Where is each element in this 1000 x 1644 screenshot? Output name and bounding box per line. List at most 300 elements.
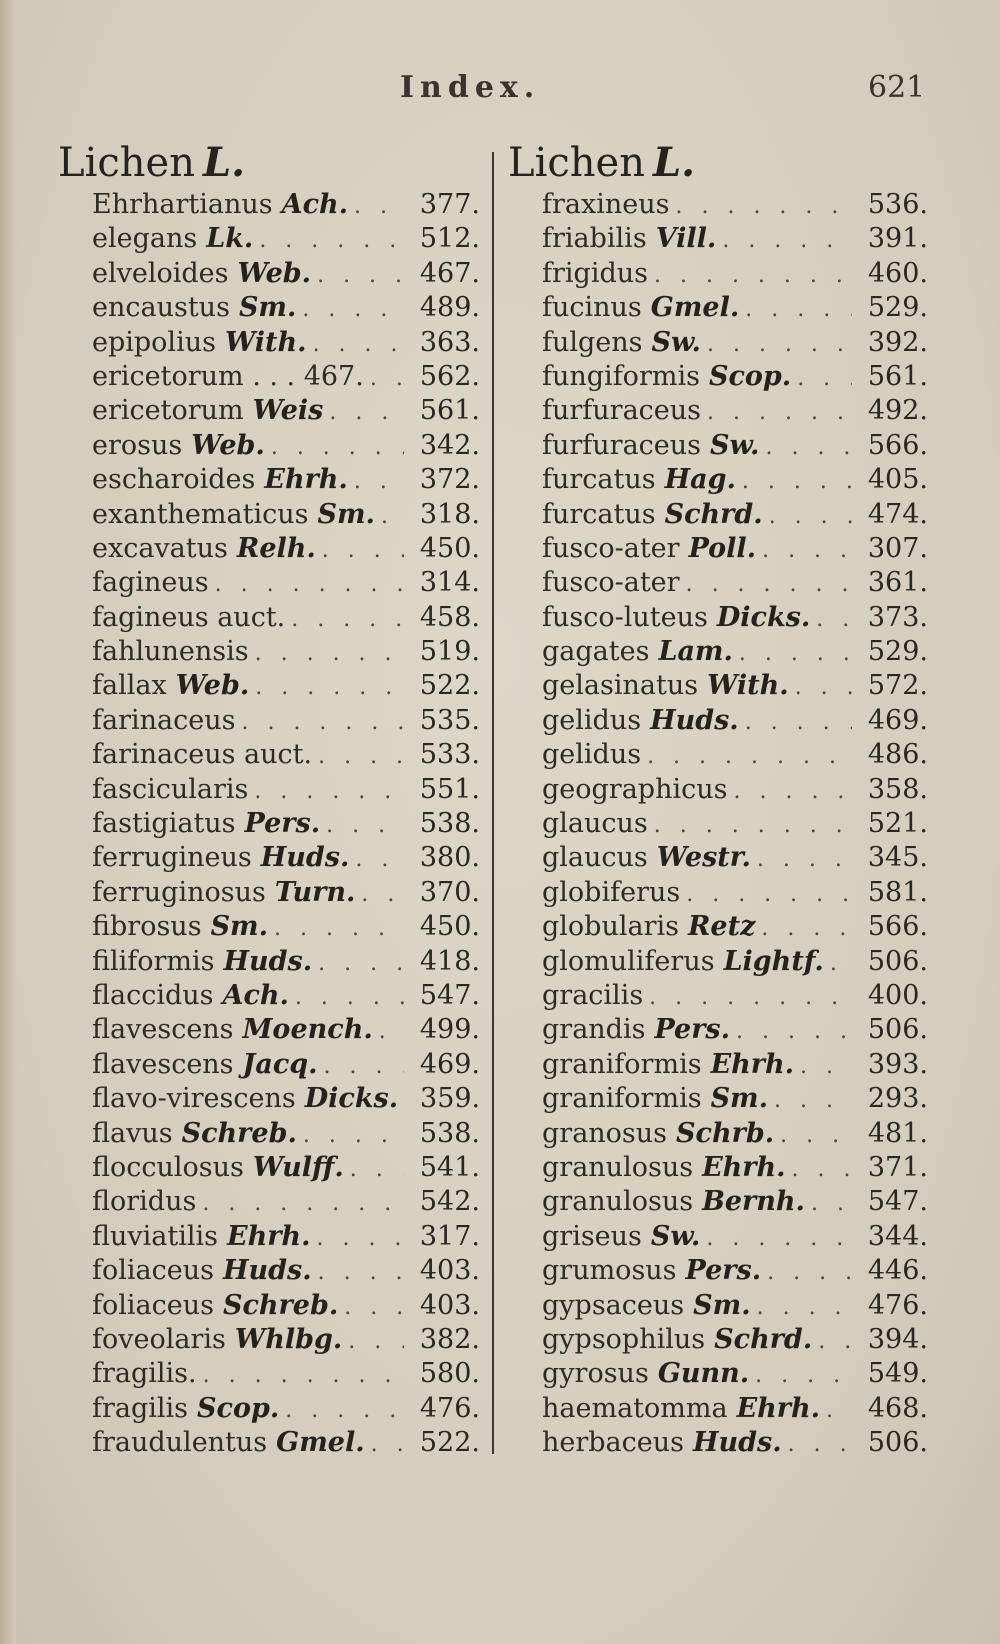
page-reference: 363. [419, 326, 480, 358]
index-entry [508, 635, 928, 669]
author-abbreviation: Pers. [244, 808, 321, 840]
species-epithet: fagineus [92, 567, 209, 599]
dot-leader [316, 1222, 404, 1256]
dot-leader [371, 1428, 404, 1462]
index-entry [508, 188, 928, 222]
index-entry [58, 1357, 480, 1391]
author-abbreviation: Web. [175, 670, 250, 702]
index-entry [508, 1323, 928, 1357]
index-entry [58, 1117, 480, 1151]
page-reference: 506. [867, 1427, 928, 1459]
page-reference: 371. [867, 1151, 928, 1183]
author-abbreviation: Gmel. [650, 292, 740, 324]
species-epithet: fluviatilis [92, 1220, 218, 1252]
page-reference: 562. [419, 360, 480, 392]
page-reference: 538. [419, 808, 480, 840]
species-epithet: erosus [92, 429, 183, 461]
index-entry [508, 566, 928, 600]
species-epithet: fibrosus [92, 911, 202, 943]
species-epithet: encaustus [92, 292, 230, 324]
author-abbreviation: Huds. [693, 1427, 782, 1459]
page-reference: 318. [419, 498, 480, 530]
dot-leader [654, 809, 852, 843]
index-column-left [58, 140, 480, 1460]
index-entry [58, 291, 480, 325]
dot-leader [329, 396, 404, 430]
page-reference: 474. [867, 498, 928, 530]
author-abbreviation: Wulff. [252, 1151, 344, 1183]
index-entry [58, 807, 480, 841]
author-abbreviation: Huds. [260, 842, 350, 874]
page-reference: 450. [419, 532, 480, 564]
index-entry [508, 360, 928, 394]
page-reference: 547. [419, 979, 480, 1011]
page-edge [0, 0, 16, 1644]
dot-leader [757, 843, 852, 877]
species-epithet: farinaceus [92, 704, 236, 736]
species-epithet: epipolius [92, 326, 216, 358]
dot-leader [757, 1291, 852, 1325]
dot-leader [202, 1187, 404, 1221]
index-entry [508, 1220, 928, 1254]
page-reference: 400. [867, 979, 928, 1011]
dot-leader [215, 568, 404, 602]
index-entry [58, 1426, 480, 1460]
index-entry [58, 635, 480, 669]
species-epithet: grumosus [542, 1255, 677, 1287]
author-abbreviation: Sw. [650, 1220, 701, 1252]
page-reference: 481. [867, 1117, 928, 1149]
index-entry [508, 1151, 928, 1185]
dot-leader [774, 1084, 852, 1118]
page-reference: 506. [867, 945, 928, 977]
species-epithet: filiformis [92, 945, 215, 977]
index-entry [58, 1289, 480, 1323]
species-epithet: graniformis [542, 1083, 702, 1115]
species-epithet: fallax [92, 670, 167, 702]
index-entry [508, 498, 928, 532]
index-entry [58, 669, 480, 703]
index-entry [508, 532, 928, 566]
index-entry [58, 601, 480, 635]
page-reference: 344. [867, 1220, 928, 1252]
page-reference: 317. [419, 1220, 480, 1252]
species-epithet: globiferus [542, 876, 681, 908]
author-abbreviation: With. [224, 326, 307, 358]
author-abbreviation: Weis [252, 395, 324, 427]
index-entry [508, 738, 928, 772]
index-entry [508, 257, 928, 291]
index-entry [58, 1048, 480, 1082]
species-epithet: fulgens [542, 326, 643, 358]
dot-leader [379, 1015, 404, 1049]
page-reference: 380. [419, 842, 480, 874]
page-reference: 307. [867, 532, 928, 564]
genus-name: Lichen [58, 140, 195, 186]
author-abbreviation: Ach. [281, 189, 349, 220]
author-abbreviation: Pers. [685, 1255, 762, 1287]
author-abbreviation: Huds. [223, 945, 313, 977]
dot-leader [344, 1291, 404, 1325]
dot-leader [354, 465, 404, 499]
dot-leader [647, 740, 852, 774]
index-entry [58, 979, 480, 1013]
dot-leader [792, 1153, 852, 1187]
dot-leader [350, 1153, 404, 1187]
author-abbreviation: Ach. [222, 979, 289, 1011]
page-reference: 450. [419, 911, 480, 943]
page-reference: 489. [419, 292, 480, 324]
species-epithet: fusco-luteus [542, 601, 708, 633]
dot-leader [255, 671, 404, 705]
page-reference: 581. [867, 876, 928, 908]
author-abbreviation: Scop. [197, 1392, 280, 1424]
dot-leader [769, 500, 852, 534]
species-epithet: griseus [542, 1220, 642, 1252]
species-epithet: elegans [92, 223, 198, 255]
species-epithet: grandis [542, 1014, 646, 1046]
dot-leader [318, 740, 404, 774]
species-epithet: gelidus [542, 704, 642, 736]
page-reference: 492. [867, 395, 928, 427]
dot-leader [317, 259, 404, 293]
species-epithet: foliaceus [92, 1255, 214, 1287]
page-reference: 403. [419, 1255, 480, 1287]
author-abbreviation: Sm. [693, 1289, 751, 1321]
page-reference: 372. [419, 464, 480, 496]
dot-leader [255, 637, 404, 671]
author-abbreviation: Ehrh. [227, 1220, 311, 1252]
dot-leader [381, 500, 404, 534]
page-reference: 536. [867, 189, 928, 220]
dot-leader [816, 603, 852, 637]
species-epithet: furfuraceus [542, 395, 702, 427]
dot-leader [686, 878, 852, 912]
species-epithet: gelasinatus [542, 670, 699, 702]
index-entry [58, 257, 480, 291]
entry-list [508, 188, 928, 1460]
species-epithet: ferrugineus [92, 842, 252, 874]
species-epithet: herbaceus [542, 1427, 685, 1459]
author-abbreviation: With. [707, 670, 789, 702]
index-entry [58, 1013, 480, 1047]
dot-leader [739, 637, 852, 671]
species-epithet: flocculosus [92, 1151, 244, 1183]
author-abbreviation: Sw. [710, 429, 760, 461]
author-abbreviation: Web. [191, 429, 265, 461]
author-abbreviation: Relh. [236, 532, 316, 564]
species-epithet: fungiformis [542, 360, 700, 392]
dot-leader [765, 431, 852, 465]
dot-leader [348, 1325, 404, 1359]
species-epithet: gracilis [542, 979, 644, 1011]
dot-leader [733, 775, 852, 809]
species-epithet: foveolaris [92, 1323, 226, 1355]
index-entry [58, 773, 480, 807]
genus-authority: L. [202, 139, 246, 186]
dot-leader [370, 362, 404, 396]
species-epithet: farinaceus auct. [92, 739, 313, 771]
species-epithet: foliaceus [92, 1289, 214, 1321]
page-reference: 538. [419, 1117, 480, 1149]
index-entry [58, 394, 480, 428]
author-abbreviation: Sm. [710, 1083, 769, 1115]
index-entry [58, 945, 480, 979]
dot-leader [254, 775, 404, 809]
dot-leader [322, 534, 404, 568]
genus-authority: L. [652, 139, 696, 186]
author-abbreviation: Schreb. [222, 1289, 339, 1321]
index-entry [58, 222, 480, 256]
dot-leader [303, 1119, 404, 1153]
page-reference: 566. [867, 911, 928, 943]
dot-leader [762, 534, 852, 568]
page-reference: 535. [419, 704, 480, 736]
author-abbreviation: Lightf. [723, 945, 824, 977]
page-reference: 519. [419, 636, 480, 668]
index-entry [508, 841, 928, 875]
page-reference: 403. [419, 1289, 480, 1321]
species-epithet: flavescens [92, 1048, 234, 1080]
index-entry [58, 566, 480, 600]
index-entry [508, 910, 928, 944]
species-epithet: fusco-ater [542, 532, 680, 564]
page-reference: 542. [419, 1186, 480, 1218]
species-epithet: fragilis [92, 1392, 189, 1424]
dot-leader [324, 1050, 404, 1084]
dot-leader [736, 1015, 852, 1049]
page-number: 621 [868, 70, 926, 105]
page-reference: 361. [867, 567, 928, 599]
species-epithet: frigidus [542, 257, 648, 289]
index-entry [508, 1357, 928, 1391]
author-abbreviation: Huds. [650, 704, 739, 736]
page-reference: 561. [867, 360, 928, 392]
index-entry [508, 1254, 928, 1288]
dot-leader [302, 293, 404, 327]
index-entry [508, 979, 928, 1013]
index-entry [508, 773, 928, 807]
dot-leader [830, 947, 852, 981]
page-reference: 522. [419, 1427, 480, 1459]
index-entry [58, 1220, 480, 1254]
dot-leader [811, 1187, 852, 1221]
species-epithet: glaucus [542, 808, 648, 840]
index-entry [508, 1185, 928, 1219]
author-abbreviation: Turn. [274, 876, 356, 908]
author-abbreviation: Ehrh. [264, 464, 348, 496]
author-abbreviation: Dicks. [304, 1083, 399, 1115]
dot-leader [706, 1222, 852, 1256]
dot-leader [649, 981, 852, 1015]
species-epithet: fagineus auct. [92, 601, 286, 633]
page-reference: 529. [867, 636, 928, 668]
index-entry [58, 463, 480, 497]
page-reference: 499. [419, 1014, 480, 1046]
running-head: Index. [400, 70, 541, 105]
index-entry [58, 360, 480, 394]
index-entry [58, 876, 480, 910]
author-abbreviation: Scop. [708, 360, 792, 392]
species-epithet: furcatus [542, 498, 656, 530]
dot-leader [295, 981, 404, 1015]
column-divider [492, 152, 494, 1454]
dot-leader [686, 568, 852, 602]
species-epithet: furfuraceus [542, 429, 702, 461]
index-entry [58, 1392, 480, 1426]
author-abbreviation: Hag. [664, 464, 736, 496]
page-reference: 533. [419, 739, 480, 771]
dot-leader [742, 465, 852, 499]
index-entry [508, 1392, 928, 1426]
page-reference: 522. [419, 670, 480, 702]
species-epithet: ferruginosus [92, 876, 266, 908]
genus-heading [58, 140, 480, 186]
species-epithet: flavescens [92, 1014, 234, 1046]
author-abbreviation: Huds. [222, 1255, 312, 1287]
dot-leader [203, 1359, 404, 1393]
page-reference: 549. [867, 1358, 928, 1390]
dot-leader [361, 878, 404, 912]
author-abbreviation: Bernh. [702, 1186, 805, 1218]
dot-leader [259, 224, 404, 258]
page-reference: 342. [419, 429, 480, 461]
page-reference: 551. [419, 773, 480, 805]
dot-leader [354, 190, 404, 224]
index-entry [508, 429, 928, 463]
species-epithet: fusco-ater [542, 567, 680, 599]
page-reference: 486. [867, 739, 928, 771]
page-reference: 358. [867, 773, 928, 805]
author-abbreviation: Dicks. [716, 601, 811, 633]
index-entry [508, 1426, 928, 1460]
page-reference: 418. [419, 945, 480, 977]
entry-list [58, 188, 480, 1460]
dot-leader [826, 1394, 852, 1428]
species-epithet: excavatus [92, 532, 228, 564]
page-reference: 547. [867, 1186, 928, 1218]
index-entry [508, 1082, 928, 1116]
species-epithet: gelidus [542, 739, 642, 771]
dot-leader [780, 1119, 852, 1153]
species-epithet: exanthematicus [92, 498, 309, 530]
species-epithet: fahlunensis [92, 636, 249, 668]
page-reference: 512. [419, 223, 480, 255]
page-reference: 521. [867, 808, 928, 840]
index-entry [58, 188, 480, 222]
page-reference: 460. [867, 257, 928, 289]
author-abbreviation: Sm. [238, 292, 297, 324]
dot-leader [271, 431, 404, 465]
species-epithet: escharoides [92, 464, 256, 496]
author-abbreviation: Lam. [658, 636, 733, 668]
species-epithet: fascicularis [92, 773, 249, 805]
species-epithet: ericetorum . . . 467. [92, 360, 364, 392]
author-abbreviation: Poll. [688, 532, 757, 564]
page-reference: 476. [419, 1392, 480, 1424]
author-abbreviation: Schrd. [664, 498, 763, 530]
author-abbreviation: Sw. [651, 326, 701, 358]
page-reference: 370. [419, 876, 480, 908]
index-entry [58, 704, 480, 738]
index-entry [508, 1117, 928, 1151]
species-epithet: flavo-virescens [92, 1083, 296, 1115]
index-entry [58, 429, 480, 463]
author-abbreviation: Schreb. [181, 1117, 297, 1149]
species-epithet: Ehrhartianus [92, 189, 273, 220]
page-reference: 561. [419, 395, 480, 427]
dot-leader [241, 706, 404, 740]
page-reference: 359. [420, 1083, 481, 1115]
page-reference: 458. [419, 601, 480, 633]
page-reference: 293. [867, 1083, 928, 1115]
author-abbreviation: Schrd. [714, 1323, 813, 1355]
dot-leader [788, 1428, 852, 1462]
page-reference: 580. [419, 1358, 480, 1390]
species-epithet: fastigiatus [92, 808, 236, 840]
author-abbreviation: Web. [237, 257, 312, 289]
author-abbreviation: Sm. [210, 911, 269, 943]
dot-leader [355, 843, 404, 877]
dot-leader [707, 396, 852, 430]
species-epithet: elveloides [92, 257, 229, 289]
author-abbreviation: Gunn. [657, 1358, 750, 1390]
page-reference: 541. [419, 1151, 480, 1183]
author-abbreviation: Lk. [206, 223, 254, 255]
index-entry [508, 945, 928, 979]
species-epithet: graniformis [542, 1048, 702, 1080]
author-abbreviation: Sm. [317, 498, 375, 530]
page-reference: 506. [867, 1014, 928, 1046]
index-entry [58, 1254, 480, 1288]
page-reference: 566. [867, 429, 928, 461]
index-entry [508, 669, 928, 703]
author-abbreviation: Retz [687, 911, 756, 943]
dot-leader [326, 809, 404, 843]
page-reference: 382. [419, 1323, 480, 1355]
index-column-right [508, 140, 928, 1460]
author-abbreviation: Gmel. [276, 1427, 365, 1459]
page-reference: 467. [419, 257, 480, 289]
index-entry [58, 1151, 480, 1185]
author-abbreviation: Ehrh. [710, 1048, 795, 1080]
author-abbreviation: Schrb. [676, 1117, 775, 1149]
index-entry [508, 222, 928, 256]
species-epithet: gagates [542, 636, 650, 668]
species-epithet: glaucus [542, 842, 648, 874]
index-entry [58, 738, 480, 772]
species-epithet: gypsaceus [542, 1289, 685, 1321]
dot-leader [318, 947, 404, 981]
dot-leader [707, 328, 852, 362]
species-epithet: granulosus [542, 1151, 694, 1183]
page-reference: 572. [867, 670, 928, 702]
species-epithet: granosus [542, 1117, 668, 1149]
page-reference: 476. [867, 1289, 928, 1321]
dot-leader [795, 671, 852, 705]
dot-leader [274, 912, 404, 946]
index-entry [508, 704, 928, 738]
index-entry [508, 601, 928, 635]
index-entry [508, 1289, 928, 1323]
page-reference: 391. [867, 223, 928, 255]
dot-leader [675, 190, 852, 224]
index-entry [58, 1323, 480, 1357]
page-reference: 529. [867, 292, 928, 324]
index-entry [58, 1185, 480, 1219]
index-entry [508, 876, 928, 910]
page-reference: 468. [867, 1392, 928, 1424]
